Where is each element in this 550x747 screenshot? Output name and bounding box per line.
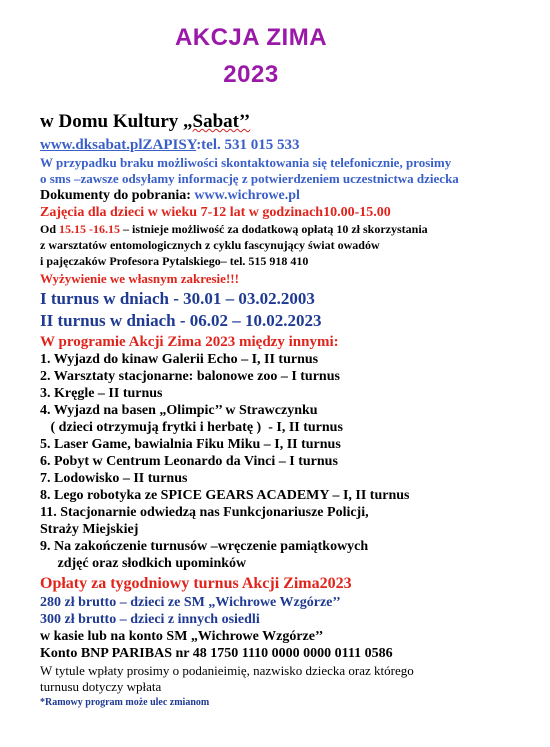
program-item: zdjęć oraz słodkich upominków: [40, 556, 247, 571]
hours-time: 10.00-15.00: [323, 205, 391, 220]
program-item: 1. Wyjazd do kinaw Galerii Echo – I, II turnus: [40, 352, 319, 367]
contact-note-1: W przypadku braku możliwości skontaktowania się telefonicznie, prosimy: [40, 155, 452, 170]
poster-year: 2023: [223, 61, 279, 88]
extra-line-1: [40, 222, 428, 236]
venue-name: „Sabat’’: [183, 111, 251, 132]
documents-link[interactable]: www.wichrowe.pl: [194, 188, 300, 203]
hours-line: [40, 205, 391, 221]
program-item: 4. Wyjazd na basen „Olimpic’’ w Strawczynku: [40, 403, 318, 418]
fee-item: 280 zł brutto – dzieci ze SM „Wichrowe Wzgórze’’: [40, 595, 341, 610]
fee-item: 300 zł brutto – dzieci z innych osiedli: [40, 612, 260, 627]
venue-prefix: w Domu Kultury: [40, 111, 184, 132]
program-item: 7. Lodowisko – II turnus: [40, 471, 188, 486]
footnote: *Ramowy program może ulec zmianom: [40, 697, 210, 708]
food-note: Wyżywienie we własnym zakresie!!!: [40, 271, 239, 286]
poster-title: AKCJA ZIMA: [174, 24, 328, 51]
hours-text: Zajęcia dla dzieci w wieku 7-12 lat w godzinach: [40, 205, 324, 220]
transfer-note-1: W tytule wpłaty prosimy o podanieimię, nazwisko dziecka oraz którego: [40, 663, 414, 678]
turn-2: II turnus w dniach - 06.02 – 10.02.2023: [40, 311, 322, 330]
program-item: 2. Warsztaty stacjonarne: balonowe zoo – I turnus: [40, 369, 340, 384]
program-item: 8. Lego robotyka ze SPICE GEARS ACADEMY – I, II turnus: [40, 488, 410, 503]
program-item: 5. Laser Game, bawialnia Fiku Miku – I, II turnus: [40, 437, 341, 452]
program-item: 11. Stacjonarnie odwiedzą nas Funkcjonariusze Policji,: [40, 505, 369, 520]
zapisy-label: ZAPISY: [142, 137, 197, 153]
program-item: Straży Miejskiej: [40, 522, 139, 537]
program-item: ( dzieci otrzymują frytki i herbatę ) - I, II turnus: [40, 420, 343, 435]
program-item: 6. Pobyt w Centrum Leonardo da Vinci – I turnus: [40, 454, 338, 469]
phone-number: :tel. 531 015 533: [196, 137, 300, 153]
program-item: 9. Na zakończenie turnusów –wręczenie pamiątkowych: [40, 539, 369, 554]
program-item: 3. Kręgle – II turnus: [40, 386, 163, 401]
documents-label: Dokumenty do pobrania:: [40, 188, 195, 203]
extra-time: 15.15 -16.15: [59, 222, 121, 236]
contact-note-2: o sms –zawsze odsyłamy informację z potwierdzeniem uczestnictwa dziecka: [40, 171, 459, 186]
venue-line: [40, 111, 250, 133]
extra-line-2: z warsztatów entomologicznych z cyklu fascynujący świat owadów: [40, 238, 380, 252]
program-title: W programie Akcji Zima 2023 między innymi:: [40, 334, 339, 350]
transfer-note-2: turnusu dotyczy wpłata: [40, 679, 162, 694]
extra-line-3: i pajęczaków Profesora Pytalskiego– tel. 515 918 410: [40, 254, 309, 268]
website-link[interactable]: www.dksabat.pl: [40, 137, 143, 153]
extra-desc: – istnieje możliwość za dodatkową opłatą 10 zł skorzystania: [120, 222, 428, 236]
extra-prefix: Od: [40, 222, 60, 236]
bank-account: Konto BNP PARIBAS nr 48 1750 1110 0000 0000 0111 0586: [40, 646, 393, 661]
documents-line: [40, 188, 300, 204]
payment-line: w kasie lub na konto SM „Wichrowe Wzgórze’’: [40, 629, 324, 644]
fees-title: Opłaty za tygodniowy turnus Akcji Zima2023: [40, 575, 352, 592]
contact-line: [40, 136, 300, 154]
turn-1: I turnus w dniach - 30.01 – 03.02.2003: [40, 289, 315, 308]
